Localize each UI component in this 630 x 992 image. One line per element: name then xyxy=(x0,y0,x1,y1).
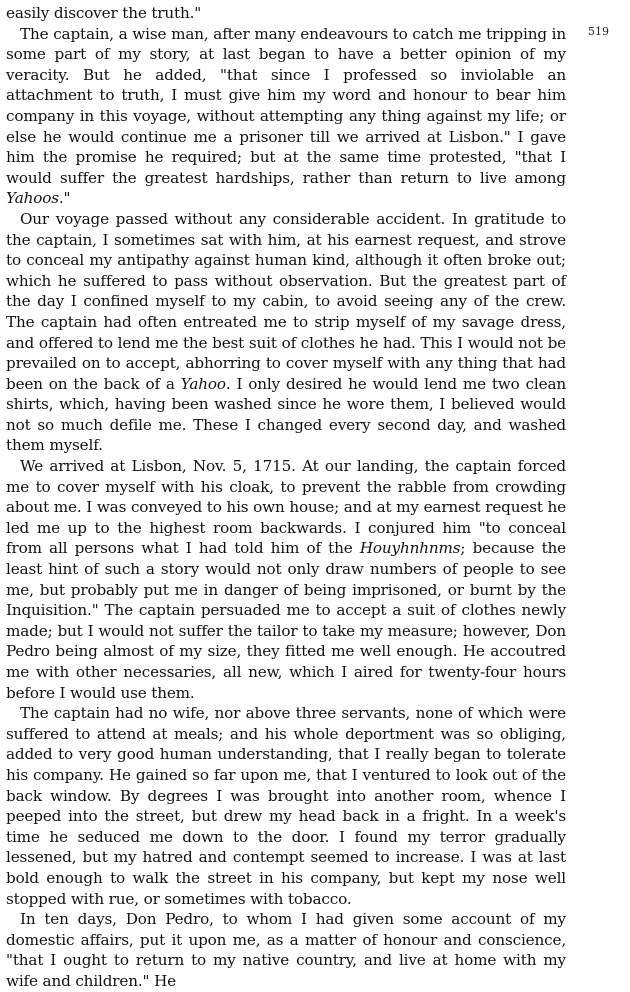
text-run: The captain, a wise man, after many endeavours to catch me tripping in some part of my story, at last began to have a better opinion of my veracity. But he added, "that since I professed so inviolable an attachment to truth, I must give him my word and honour to bear him company in this voyage, without attempting any thing against my life; or else he would continue me a prisoner till we arrived at Lisbon." I gave him the promise he required; but at the same time protested, "that I would suffer the greatest hardships, rather than return to live among xyxy=(6,24,566,187)
paragraph xyxy=(6,703,566,909)
text-run: The captain had no wife, nor above three servants, none of which were suffered to attend at meals; and his whole deportment was so obliging, added to very good human understanding, that I really began to tolerate his company. He gained so far upon me, that I ventured to look out of the back window. By degrees I was brought into another room, whence I peeped into the street, but drew my head back in a fright. In a week's time he seduced me down to the door. I found my terror gradually lessened, but my hatred and contempt seemed to increase. I was at last bold enough to walk the street in his company, but kept my nose well stopped with rue, or sometimes with tobacco. xyxy=(6,704,566,908)
text-run: Our voyage passed without any considerable accident. In gratitude to the captain, I sometimes sat with him, at his earnest request, and strove to conceal my antipathy against human kind, although it often broke out; which he suffered to pass without observation. But the greatest part of the day I confined myself to my cabin, to avoid seeing any of the crew. The captain had often entreated me to strip myself of my savage dress, and offered to lend me the best suit of clothes he had. This I would not be prevailed on to accept, abhorring to cover myself with any thing that had been on the back of a xyxy=(6,209,566,393)
paragraph xyxy=(6,3,566,24)
text-run: We arrived at Lisbon, Nov. 5, 1715. At our landing, the captain forced me to cover myself with his cloak, to prevent the rabble from crowding about me. I was conveyed to his own house; and at my earnest request he led me up to the highest room backwards. I conjured him "to conceal from all persons what I had told him of the xyxy=(6,457,566,558)
paragraph xyxy=(6,209,566,456)
text-run: ." xyxy=(58,189,71,208)
text-run: easily discover the truth." xyxy=(6,4,202,22)
italic-term: Yahoo xyxy=(180,374,226,393)
text-run: . I only desired he would lend me two clean shirts, which, having been washed since he wore them, I believed would not so much defile me. These I changed every second day, and washed them myself. xyxy=(6,374,567,455)
paragraph xyxy=(6,24,566,209)
page-number: 519 xyxy=(588,25,609,38)
body-text xyxy=(6,3,566,992)
paragraph xyxy=(6,909,566,991)
text-run: In ten days, Don Pedro, to whom I had given some account of my domestic affairs, put it upon me, as a matter of honour and conscience, "that I ought to return to my native country, and live at home with my wife and children." He xyxy=(6,910,566,990)
paragraph xyxy=(6,456,566,703)
italic-term: Yahoos xyxy=(6,189,59,208)
italic-term: Houyhnhnms xyxy=(359,539,461,558)
text-run: ; because the least hint of such a story would not only draw numbers of people to see me, but probably put me in danger of being imprisoned, or burnt by the Inquisition." The captain persuaded me to accept a suit of clothes newly made; but I would not suffer the tailor to take my measure; however, Don Pedro being almost of my size, they fitted me well enough. He accoutred me with other necessaries, all new, which I aired for twenty-four hours before I would use them. xyxy=(6,539,567,702)
